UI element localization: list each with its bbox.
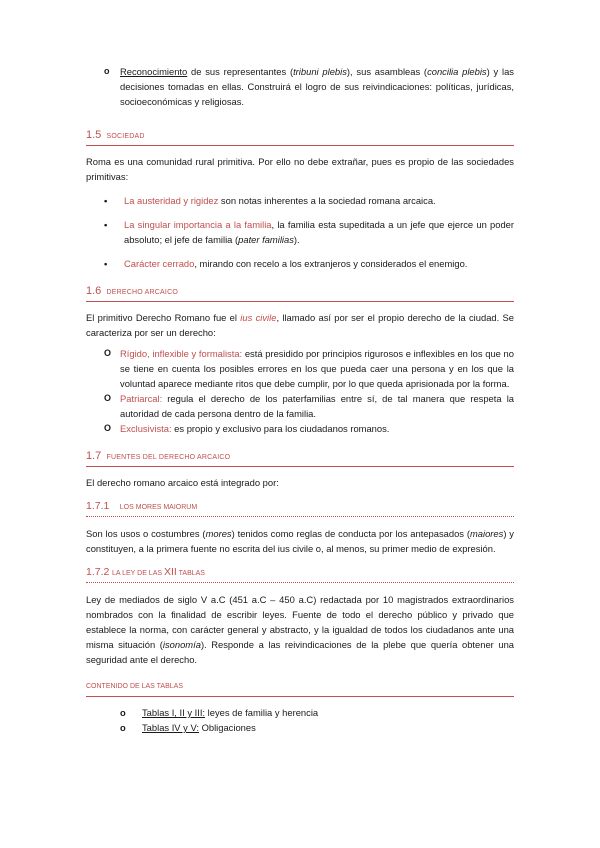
section-heading-1-6: 1.6 DERECHO ARCAICO — [86, 283, 514, 302]
s16-bullet-1: O Rígido, inflexible y formalista: está presidido por principios rigurosos e inflexibles en los que no se tiene en cuenta los posibles errores en los que pueda caer una persona y en los que la voluntad aparece mediante ritos que debe cumplir, por lo que queda aprisionada por la forma. — [104, 348, 514, 389]
s15-intro: Roma es una comunidad rural primitiva. Por ello no debe extrañar, pues es propio de las sociedades primitivas: — [86, 156, 514, 182]
s15-bullet-2: • La singular importancia a la familia, la familia esta supeditada a un jefe que ejerce un poder absoluto; el jefe de familia (pater familias). — [104, 219, 515, 245]
s16-bullet-3: O Exclusivista: es propio y exclusivo para los ciudadanos romanos. — [104, 423, 390, 434]
s15-bullet-3: • Carácter cerrado, mirando con recelo a los extranjeros y considerados el enemigo. — [104, 258, 468, 269]
section-heading-1-5: 1.5 SOCIEDAD — [86, 127, 514, 146]
contenido-item-2: o Tablas IV y V: Obligaciones — [120, 722, 256, 733]
s17-intro: El derecho romano arcaico está integrado por: — [86, 477, 279, 488]
contenido-heading: CONTENIDO DE LAS TABLAS — [86, 679, 514, 697]
s171-paragraph: Son los usos o costumbres (mores) tenidos como reglas de conducta por los antepasados (maiores) y constituyen, a la primera fuente no escrita del ius civile o, al menos, su primer medio de expresión. — [86, 528, 514, 554]
s16-bullet-2: O Patriarcal: regula el derecho de los paterfamilias entre sí, de tal manera que respeta la autoridad de cada persona dentro de la familia. — [104, 393, 514, 419]
contenido-item-1: o Tablas I, II y III: leyes de familia y herencia — [120, 707, 319, 718]
section-heading-1-7: 1.7 FUENTES DEL DERECHO ARCAICO — [86, 448, 514, 467]
section-heading-1-7-1: 1.7.1 LOS MORES MAIORUM — [86, 498, 514, 517]
intro-bullet: o Reconocimiento de sus representantes (tribuni plebis), sus asambleas (concilia plebis) y las decisiones tomadas en ellas. Construirá el logro de sus reivindicaciones: políticas, jurídicas, socioeconómicas y religiosas. — [104, 66, 514, 107]
document-page — [86, 64, 514, 735]
intro-lead: Reconocimiento — [120, 66, 188, 77]
s16-intro: El primitivo Derecho Romano fue el ius civile, llamado así por ser el propio derecho de la ciudad. Se caracteriza por ser un derecho: — [86, 312, 514, 338]
s172-paragraph: Ley de mediados de siglo V a.C (451 a.C – 450 a.C) redactada por 10 magistrados extraordinarios nombrados con la finalidad de escribir leyes. Fuente de todo el derecho público y privado que establece la norma, con carácter general y abstracto, y la igualdad de todos los ciudadanos ante una misma situación (isonomía). Responde a las reivindicaciones de la plebe que quería obtener una seguridad ante el derecho. — [86, 594, 515, 665]
bullet-marker: o — [104, 66, 110, 76]
s15-bullet-1: • La austeridad y rigidez son notas inherentes a la sociedad romana arcaica. — [104, 195, 436, 206]
section-heading-1-7-2: 1.7.2 LA LEY DE LAS XII TABLAS — [86, 564, 514, 583]
